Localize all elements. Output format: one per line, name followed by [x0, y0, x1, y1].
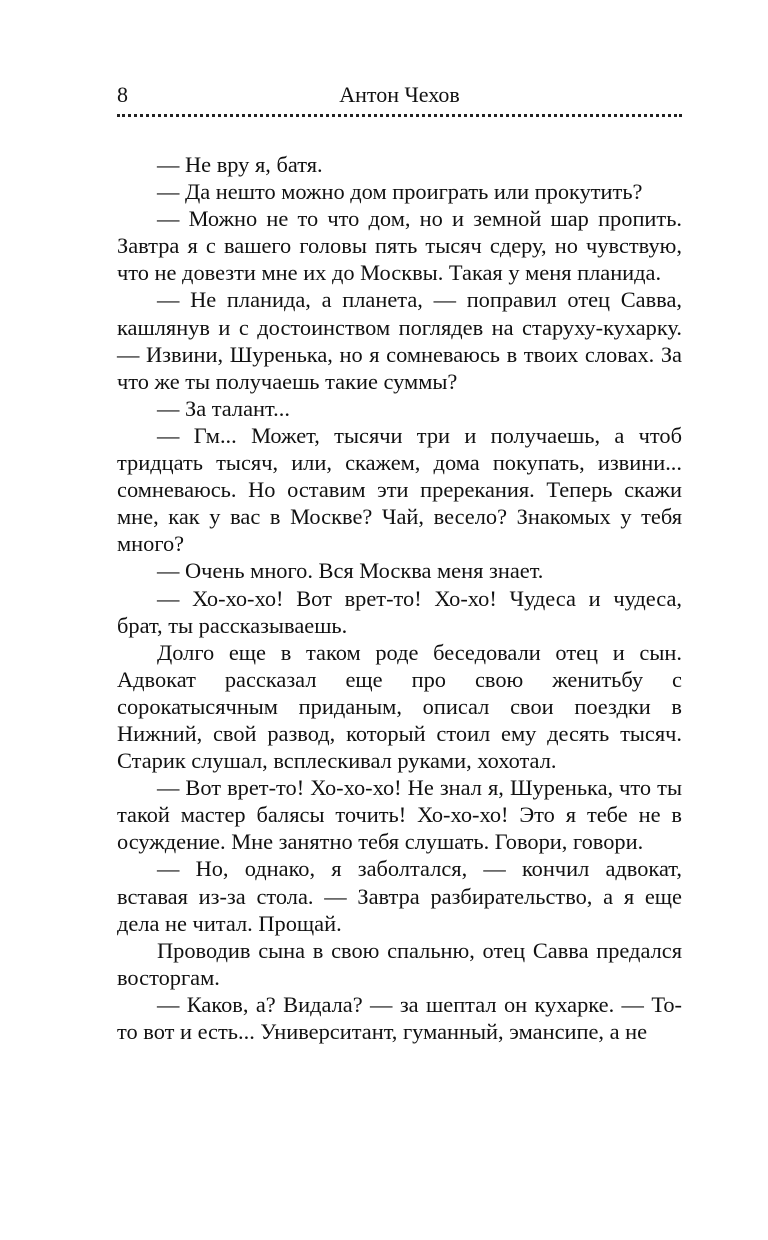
paragraph: Проводив сына в свою спальню, отец Савва предался восторгам. — [117, 937, 682, 990]
page-number: 8 — [117, 82, 128, 107]
header-dotted-rule — [117, 114, 682, 117]
body-text — [117, 151, 682, 1045]
running-head — [117, 80, 682, 110]
paragraph: Долго еще в таком роде беседовали отец и сын. Адвокат рассказал еще про свою женитьбу с сорокатысячным приданым, описал свои поездки в Нижний, свой развод, который стоил ему десять тысяч. Старик слушал, всплескивал руками, хохотал. — [117, 639, 682, 774]
paragraph: — Не вру я, батя. — [157, 152, 323, 177]
paragraph: — Можно не то что дом, но и земной шар пропить. Завтра я с вашего головы пять тысяч сдеру, но чувствую, что не довезти мне их до Москвы. Такая у меня планида. — [117, 206, 682, 286]
paragraph: — Но, однако, я заболтался, — кончил адвокат, вставая из-за стола. — Завтра разбирательство, а я еще дела не читал. Прощай. — [117, 856, 682, 936]
paragraph: — Вот врет-то! Хо-хо-хо! Не знал я, Шуренька, что ты такой мастер балясы точить! Хо-хо-хо! Это я тебе не в осуждение. Мне занятно тебя слушать. Говори, говори. — [117, 775, 682, 855]
paragraph: — Очень много. Вся Москва меня знает. — [157, 558, 544, 584]
paragraph: — Гм... Может, тысячи три и получаешь, а чтоб тридцать тысяч, или, скажем, дома покупать, извини... сомневаюсь. Но оставим эти пререкания. Теперь скажи мне, как у вас в Москве? Чай, весело? Знакомых у тебя много? — [117, 422, 682, 557]
paragraph: — Каков, а? Видала? — за шептал он кухарке. — То-то вот и есть... Университант, гуманный, эмансипе, а не — [117, 991, 682, 1044]
paragraph: — Да нешто можно дом проиграть или прокутить? — [157, 179, 643, 205]
book-page — [117, 80, 682, 1045]
paragraph: — За талант... — [157, 395, 290, 421]
running-title: Антон Чехов — [339, 82, 460, 107]
paragraph: — Хо-хо-хо! Вот врет-то! Хо-хо! Чудеса и чудеса, брат, ты рассказываешь. — [117, 585, 682, 638]
paragraph: — Не планида, а планета, — поправил отец Савва, кашлянув и с достоинством поглядев на старуху-кухарку. — Извини, Шуренька, но я сомневаюсь в твоих словах. За что же ты получаешь такие суммы? — [117, 287, 682, 394]
